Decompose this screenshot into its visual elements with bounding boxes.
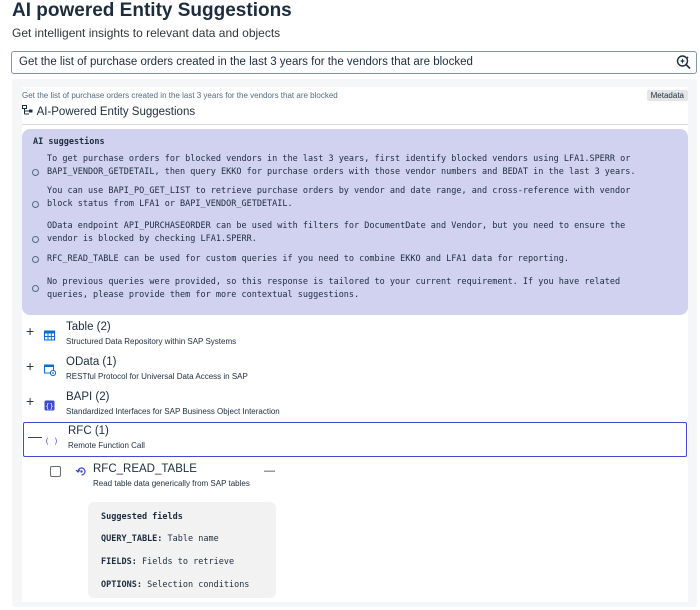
entity-item-name: RFC_READ_TABLE bbox=[93, 463, 197, 475]
page-title: AI powered Entity Suggestions bbox=[12, 0, 292, 21]
ai-suggestion-text: To get purchase orders for blocked vendors in the last 3 years, first identify blocked vendors using LFA1.SPERR or BAPI_VENDOR_GETDETAIL, then query EKKO for purchase orders with those vendor numbers and BEDAT in the last 3 years. bbox=[47, 154, 636, 177]
table-icon bbox=[44, 328, 55, 339]
group-description: Structured Data Repository within SAP Systems bbox=[66, 337, 237, 346]
svg-text:{}: {} bbox=[45, 402, 54, 411]
ai-suggestion-text: No previous queries were provided, so this response is tailored to your current requirement. If you have related queries, please provide them for more contextual suggestions. bbox=[47, 277, 621, 300]
ai-suggestion-text: RFC_READ_TABLE can be used for custom queries if you need to combine EKKO and LFA1 data for reporting. bbox=[47, 254, 569, 264]
expand-icon[interactable]: + bbox=[26, 323, 35, 339]
group-name: RFC (1) bbox=[68, 425, 109, 437]
radio-icon[interactable] bbox=[32, 236, 39, 243]
odata-icon bbox=[44, 363, 55, 374]
group-description: Standardized Interfaces for SAP Business Object Interaction bbox=[66, 407, 280, 416]
rfc-icon bbox=[46, 433, 57, 444]
entity-group-bapi[interactable] bbox=[22, 389, 688, 423]
suggested-fields-card bbox=[88, 502, 276, 598]
entity-item-description: Read table data generically from SAP tables bbox=[93, 479, 250, 488]
group-name: OData (1) bbox=[66, 356, 117, 368]
section-title-text: AI-Powered Entity Suggestions bbox=[36, 106, 196, 119]
entity-group-odata[interactable] bbox=[22, 354, 688, 388]
search-input-value: Get the list of purchase orders created in the last 3 years for the vendors that are blocked bbox=[19, 56, 473, 68]
radio-icon[interactable] bbox=[32, 169, 39, 176]
section-divider bbox=[22, 124, 688, 125]
ai-suggestion-text: OData endpoint API_PURCHASEORDER can be used with filters for DocumentDate and Vendor, but you need to ensure the vendor is blocked by checking LFA1.SPERR. bbox=[47, 221, 626, 244]
group-name: Table (2) bbox=[66, 321, 111, 333]
page-subtitle: Get intelligent insights to relevant data and objects bbox=[12, 26, 281, 40]
bapi-icon bbox=[44, 398, 55, 409]
ai-suggestions-heading: AI suggestions bbox=[33, 137, 105, 147]
entity-group-rfc[interactable] bbox=[23, 422, 687, 457]
entity-group-table[interactable] bbox=[22, 319, 688, 353]
suggested-field-row: FIELDS: Fields to retrieve bbox=[101, 557, 235, 567]
results-panel bbox=[12, 79, 697, 607]
radio-icon[interactable] bbox=[32, 201, 39, 208]
results-panel-content bbox=[22, 87, 688, 602]
radio-icon[interactable] bbox=[32, 285, 39, 292]
ai-suggestion-text: You can use BAPI_PO_GET_LIST to retrieve purchase orders by vendor and date range, and cross-reference with vendor block status from LFA1 or BAPI_VENDOR_GETDETAIL. bbox=[47, 186, 631, 209]
suggested-field-row: QUERY_TABLE: Table name bbox=[101, 534, 219, 544]
suggested-field-row: OPTIONS: Selection conditions bbox=[101, 580, 250, 590]
section-title bbox=[22, 105, 195, 119]
collapse-icon[interactable]: — bbox=[264, 465, 275, 477]
radio-icon[interactable] bbox=[32, 256, 39, 263]
collapse-icon[interactable]: — bbox=[28, 428, 42, 444]
svg-text:( ): ( ) bbox=[44, 436, 59, 446]
ai-suggestions-box bbox=[22, 129, 688, 315]
group-description: RESTful Protocol for Universal Data Access in SAP bbox=[66, 372, 248, 381]
metadata-badge[interactable]: Metadata bbox=[647, 90, 688, 101]
suggested-fields-heading: Suggested fields bbox=[101, 512, 183, 522]
entity-item-rfc-read-table[interactable] bbox=[50, 463, 690, 493]
query-echo: Get the list of purchase orders created in the last 3 years for the vendors that are blocked bbox=[22, 91, 338, 100]
function-icon bbox=[75, 465, 88, 478]
group-description: Remote Function Call bbox=[68, 441, 145, 450]
ai-search-icon[interactable] bbox=[674, 53, 693, 72]
group-name: BAPI (2) bbox=[66, 391, 110, 403]
expand-icon[interactable]: + bbox=[26, 393, 35, 409]
select-checkbox[interactable] bbox=[50, 466, 61, 477]
search-input[interactable] bbox=[11, 51, 697, 74]
expand-icon[interactable]: + bbox=[26, 358, 35, 374]
hierarchy-icon bbox=[22, 105, 34, 119]
